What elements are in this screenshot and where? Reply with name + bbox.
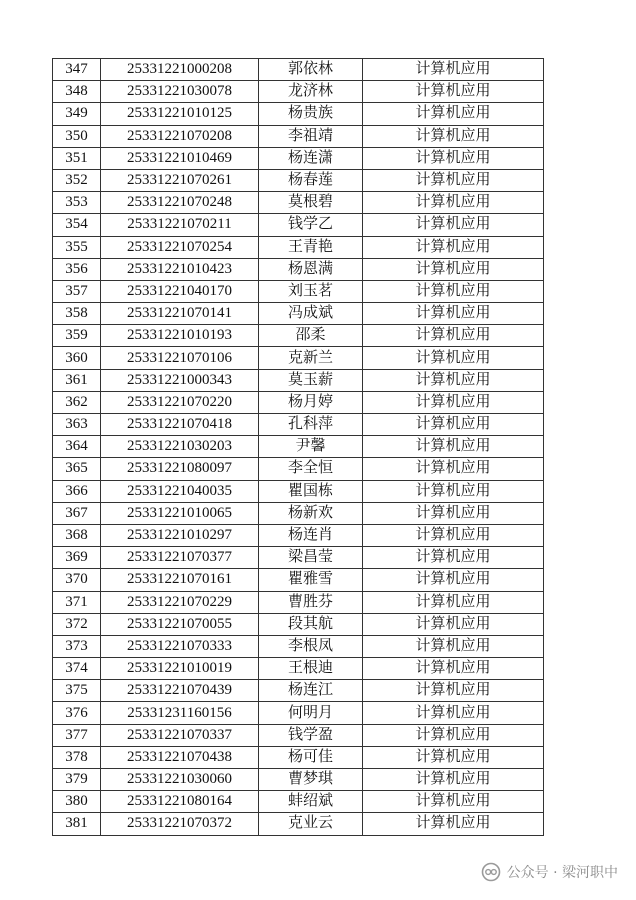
table-row [53, 658, 544, 680]
table-row [53, 502, 544, 524]
student-name-cell: 尹馨 [259, 436, 363, 458]
row-number-cell: 366 [53, 480, 101, 502]
student-name-cell: 李全恒 [259, 458, 363, 480]
table-row [53, 258, 544, 280]
student-id-cell: 25331221070372 [101, 813, 259, 835]
row-number-cell: 357 [53, 280, 101, 302]
major-cell: 计算机应用 [363, 280, 544, 302]
table-row [53, 635, 544, 657]
student-name-cell: 瞿国栋 [259, 480, 363, 502]
table-row [53, 569, 544, 591]
major-cell: 计算机应用 [363, 480, 544, 502]
major-cell: 计算机应用 [363, 147, 544, 169]
table-row [53, 680, 544, 702]
row-number-cell: 349 [53, 103, 101, 125]
table-row [53, 303, 544, 325]
major-cell: 计算机应用 [363, 236, 544, 258]
major-cell: 计算机应用 [363, 192, 544, 214]
student-name-cell: 杨连潇 [259, 147, 363, 169]
student-id-cell: 25331221010019 [101, 658, 259, 680]
row-number-cell: 347 [53, 59, 101, 81]
table-row [53, 369, 544, 391]
major-cell: 计算机应用 [363, 746, 544, 768]
student-id-cell: 25331221010193 [101, 325, 259, 347]
row-number-cell: 356 [53, 258, 101, 280]
student-id-cell: 25331221070141 [101, 303, 259, 325]
row-number-cell: 373 [53, 635, 101, 657]
student-id-cell: 25331221070106 [101, 347, 259, 369]
student-name-cell: 龙济林 [259, 81, 363, 103]
row-number-cell: 363 [53, 414, 101, 436]
student-name-cell: 杨月婷 [259, 391, 363, 413]
major-cell: 计算机应用 [363, 125, 544, 147]
major-cell: 计算机应用 [363, 702, 544, 724]
student-name-cell: 王青艳 [259, 236, 363, 258]
major-cell: 计算机应用 [363, 658, 544, 680]
student-id-cell: 25331221000208 [101, 59, 259, 81]
student-name-cell: 刘玉茗 [259, 280, 363, 302]
student-id-cell: 25331221070254 [101, 236, 259, 258]
student-id-cell: 25331221070208 [101, 125, 259, 147]
table-row [53, 746, 544, 768]
table-row [53, 59, 544, 81]
major-cell: 计算机应用 [363, 680, 544, 702]
major-cell: 计算机应用 [363, 347, 544, 369]
student-id-cell: 25331221070418 [101, 414, 259, 436]
row-number-cell: 354 [53, 214, 101, 236]
student-name-cell: 瞿雅雪 [259, 569, 363, 591]
student-name-cell: 莫根碧 [259, 192, 363, 214]
row-number-cell: 351 [53, 147, 101, 169]
student-id-cell: 25331221030060 [101, 769, 259, 791]
row-number-cell: 365 [53, 458, 101, 480]
student-name-cell: 莫玉薪 [259, 369, 363, 391]
student-name-cell: 蚌绍斌 [259, 791, 363, 813]
student-name-cell: 杨连肖 [259, 524, 363, 546]
student-name-cell: 梁昌莹 [259, 547, 363, 569]
student-name-cell: 杨可佳 [259, 746, 363, 768]
major-cell: 计算机应用 [363, 414, 544, 436]
row-number-cell: 358 [53, 303, 101, 325]
major-cell: 计算机应用 [363, 813, 544, 835]
student-name-cell: 王根迪 [259, 658, 363, 680]
student-id-cell: 25331221010297 [101, 524, 259, 546]
table-row [53, 214, 544, 236]
table-row [53, 702, 544, 724]
student-id-cell: 25331221000343 [101, 369, 259, 391]
student-name-cell: 杨新欢 [259, 502, 363, 524]
major-cell: 计算机应用 [363, 436, 544, 458]
major-cell: 计算机应用 [363, 169, 544, 191]
student-name-cell: 钱学乙 [259, 214, 363, 236]
table-row [53, 613, 544, 635]
table-row [53, 480, 544, 502]
student-id-cell: 25331221030203 [101, 436, 259, 458]
row-number-cell: 375 [53, 680, 101, 702]
table-row [53, 813, 544, 835]
table-row [53, 347, 544, 369]
student-name-cell: 孔科萍 [259, 414, 363, 436]
student-id-cell: 25331221040170 [101, 280, 259, 302]
table-row [53, 547, 544, 569]
student-id-cell: 25331221080097 [101, 458, 259, 480]
major-cell: 计算机应用 [363, 591, 544, 613]
student-id-cell: 25331221070248 [101, 192, 259, 214]
row-number-cell: 372 [53, 613, 101, 635]
student-name-cell: 杨恩满 [259, 258, 363, 280]
student-id-cell: 25331221070438 [101, 746, 259, 768]
student-name-cell: 李根凤 [259, 635, 363, 657]
student-id-cell: 25331221070220 [101, 391, 259, 413]
student-name-cell: 杨连江 [259, 680, 363, 702]
table-row [53, 414, 544, 436]
student-id-cell: 25331221070229 [101, 591, 259, 613]
row-number-cell: 367 [53, 502, 101, 524]
row-number-cell: 380 [53, 791, 101, 813]
row-number-cell: 364 [53, 436, 101, 458]
table-row [53, 591, 544, 613]
student-id-cell: 25331221070333 [101, 635, 259, 657]
row-number-cell: 370 [53, 569, 101, 591]
major-cell: 计算机应用 [363, 81, 544, 103]
student-id-cell: 25331221010125 [101, 103, 259, 125]
student-id-cell: 25331221070261 [101, 169, 259, 191]
table-row [53, 192, 544, 214]
table-row [53, 103, 544, 125]
student-id-cell: 25331221010469 [101, 147, 259, 169]
student-id-cell: 25331221070377 [101, 547, 259, 569]
major-cell: 计算机应用 [363, 369, 544, 391]
student-name-cell: 钱学盈 [259, 724, 363, 746]
major-cell: 计算机应用 [363, 769, 544, 791]
major-cell: 计算机应用 [363, 613, 544, 635]
student-name-cell: 邵柔 [259, 325, 363, 347]
major-cell: 计算机应用 [363, 103, 544, 125]
row-number-cell: 350 [53, 125, 101, 147]
student-id-cell: 25331231160156 [101, 702, 259, 724]
table-row [53, 325, 544, 347]
row-number-cell: 352 [53, 169, 101, 191]
major-cell: 计算机应用 [363, 502, 544, 524]
row-number-cell: 377 [53, 724, 101, 746]
major-cell: 计算机应用 [363, 635, 544, 657]
major-cell: 计算机应用 [363, 258, 544, 280]
table-row [53, 391, 544, 413]
row-number-cell: 362 [53, 391, 101, 413]
student-id-cell: 25331221070337 [101, 724, 259, 746]
row-number-cell: 369 [53, 547, 101, 569]
row-number-cell: 378 [53, 746, 101, 768]
row-number-cell: 353 [53, 192, 101, 214]
table-row [53, 458, 544, 480]
table-row [53, 81, 544, 103]
table-row [53, 169, 544, 191]
major-cell: 计算机应用 [363, 303, 544, 325]
student-id-cell: 25331221040035 [101, 480, 259, 502]
row-number-cell: 381 [53, 813, 101, 835]
row-number-cell: 360 [53, 347, 101, 369]
student-id-cell: 25331221070211 [101, 214, 259, 236]
major-cell: 计算机应用 [363, 325, 544, 347]
student-id-cell: 25331221010423 [101, 258, 259, 280]
student-name-cell: 曹梦琪 [259, 769, 363, 791]
table-row [53, 236, 544, 258]
table-row [53, 791, 544, 813]
student-name-cell: 段其航 [259, 613, 363, 635]
major-cell: 计算机应用 [363, 569, 544, 591]
student-id-cell: 25331221070439 [101, 680, 259, 702]
student-name-cell: 何明月 [259, 702, 363, 724]
student-name-cell: 杨春莲 [259, 169, 363, 191]
student-roster-table [52, 58, 544, 836]
watermark-text: 公众号 · 梁河职中 [506, 865, 618, 881]
major-cell: 计算机应用 [363, 458, 544, 480]
roster-body [53, 59, 544, 836]
table-row [53, 436, 544, 458]
row-number-cell: 374 [53, 658, 101, 680]
student-id-cell: 25331221070055 [101, 613, 259, 635]
student-name-cell: 郭依林 [259, 59, 363, 81]
student-name-cell: 克业云 [259, 813, 363, 835]
row-number-cell: 379 [53, 769, 101, 791]
row-number-cell: 355 [53, 236, 101, 258]
major-cell: 计算机应用 [363, 791, 544, 813]
student-id-cell: 25331221030078 [101, 81, 259, 103]
row-number-cell: 376 [53, 702, 101, 724]
major-cell: 计算机应用 [363, 59, 544, 81]
student-id-cell: 25331221070161 [101, 569, 259, 591]
watermark [481, 862, 618, 882]
major-cell: 计算机应用 [363, 724, 544, 746]
major-cell: 计算机应用 [363, 391, 544, 413]
major-cell: 计算机应用 [363, 547, 544, 569]
wechat-official-account-icon [481, 862, 501, 882]
table-row [53, 769, 544, 791]
student-name-cell: 曹胜芬 [259, 591, 363, 613]
table-row [53, 125, 544, 147]
table-row [53, 147, 544, 169]
student-name-cell: 冯成斌 [259, 303, 363, 325]
row-number-cell: 371 [53, 591, 101, 613]
table-row [53, 280, 544, 302]
student-id-cell: 25331221010065 [101, 502, 259, 524]
major-cell: 计算机应用 [363, 524, 544, 546]
student-name-cell: 李祖靖 [259, 125, 363, 147]
row-number-cell: 368 [53, 524, 101, 546]
major-cell: 计算机应用 [363, 214, 544, 236]
row-number-cell: 361 [53, 369, 101, 391]
student-id-cell: 25331221080164 [101, 791, 259, 813]
student-name-cell: 杨贵族 [259, 103, 363, 125]
table-row [53, 524, 544, 546]
row-number-cell: 348 [53, 81, 101, 103]
student-name-cell: 克新兰 [259, 347, 363, 369]
row-number-cell: 359 [53, 325, 101, 347]
table-row [53, 724, 544, 746]
